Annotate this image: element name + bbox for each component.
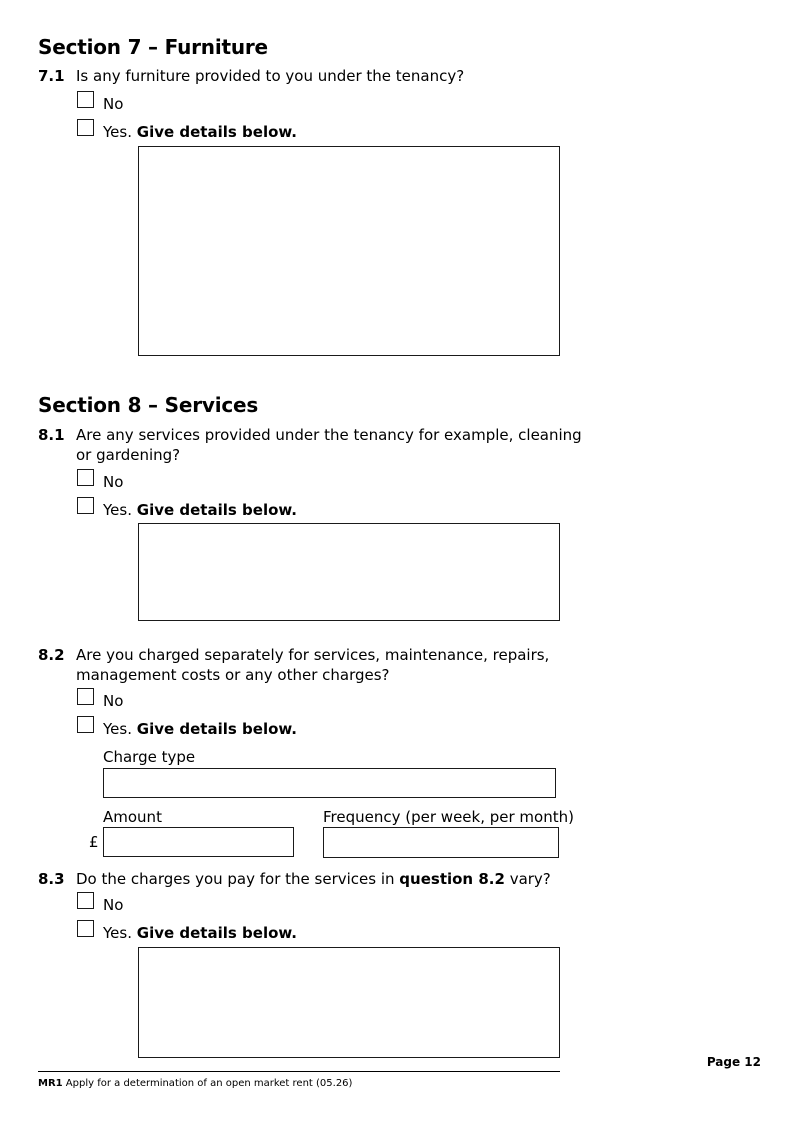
footer-form-title: Apply for a determination of an open market rent (05.26): [65, 1078, 353, 1089]
question-8-3-text-suffix: vary?: [509, 870, 551, 888]
q8-2-no-checkbox[interactable]: [77, 688, 94, 705]
q8-3-yes-prefix: Yes.: [103, 924, 132, 942]
question-8-2-text-line1: Are you charged separately for services, maintenance, repairs,: [76, 646, 550, 664]
q7-1-yes-label: [103, 123, 297, 141]
question-8-3-text-prefix: Do the charges you pay for the services in: [76, 870, 395, 888]
q8-3-yes-instruction: Give details below.: [136, 924, 297, 942]
amount-label: Amount: [103, 808, 162, 826]
page-number: Page 12: [706, 1055, 761, 1069]
q7-1-details-textbox[interactable]: [138, 146, 560, 356]
q7-1-yes-checkbox[interactable]: [77, 119, 94, 136]
frequency-label: Frequency (per week, per month): [323, 808, 574, 826]
question-8-1-number: 8.1: [38, 426, 65, 444]
question-8-3-reference: question 8.2: [399, 870, 505, 888]
q8-1-no-checkbox[interactable]: [77, 469, 94, 486]
question-7-1-number: 7.1: [38, 67, 65, 85]
q8-3-no-checkbox[interactable]: [77, 892, 94, 909]
q8-2-yes-instruction: Give details below.: [136, 720, 297, 738]
q8-1-yes-instruction: Give details below.: [136, 501, 297, 519]
q8-2-yes-label: [103, 720, 297, 738]
question-8-2-text: [76, 645, 549, 685]
footer-form-code: MR1: [38, 1078, 63, 1089]
q8-3-no-label: No: [103, 896, 124, 914]
footer-form-info: [38, 1078, 352, 1089]
q8-1-details-textbox[interactable]: [138, 523, 560, 621]
amount-input[interactable]: [103, 827, 294, 857]
question-8-1-text-line2: or gardening?: [76, 446, 181, 464]
question-8-1-text-line1: Are any services provided under the tenancy for example, cleaning: [76, 426, 582, 444]
footer-divider: [38, 1071, 560, 1072]
q8-2-yes-checkbox[interactable]: [77, 716, 94, 733]
frequency-input[interactable]: [323, 827, 559, 858]
question-8-2-text-line2: management costs or any other charges?: [76, 666, 390, 684]
charge-type-label: Charge type: [103, 748, 196, 766]
q8-1-yes-prefix: Yes.: [103, 501, 132, 519]
q7-1-yes-instruction: Give details below.: [136, 123, 297, 141]
q8-2-no-label: No: [103, 692, 124, 710]
q8-3-yes-label: [103, 924, 297, 942]
section-7-heading: Section 7 – Furniture: [38, 35, 268, 59]
q8-2-yes-prefix: Yes.: [103, 720, 132, 738]
question-7-1-text: Is any furniture provided to you under the tenancy?: [76, 67, 465, 85]
q7-1-no-checkbox[interactable]: [77, 91, 94, 108]
q8-1-no-label: No: [103, 473, 124, 491]
question-8-2-number: 8.2: [38, 646, 65, 664]
question-8-1-text: [76, 425, 582, 465]
q7-1-yes-prefix: Yes.: [103, 123, 132, 141]
pound-sign: £: [89, 833, 99, 851]
q8-3-yes-checkbox[interactable]: [77, 920, 94, 937]
q7-1-no-label: No: [103, 95, 124, 113]
q8-1-yes-label: [103, 501, 297, 519]
q8-3-details-textbox[interactable]: [138, 947, 560, 1058]
section-8-heading: Section 8 – Services: [38, 393, 259, 417]
question-8-3-text: [76, 869, 551, 889]
charge-type-input[interactable]: [103, 768, 556, 798]
question-8-3-number: 8.3: [38, 870, 65, 888]
q8-1-yes-checkbox[interactable]: [77, 497, 94, 514]
